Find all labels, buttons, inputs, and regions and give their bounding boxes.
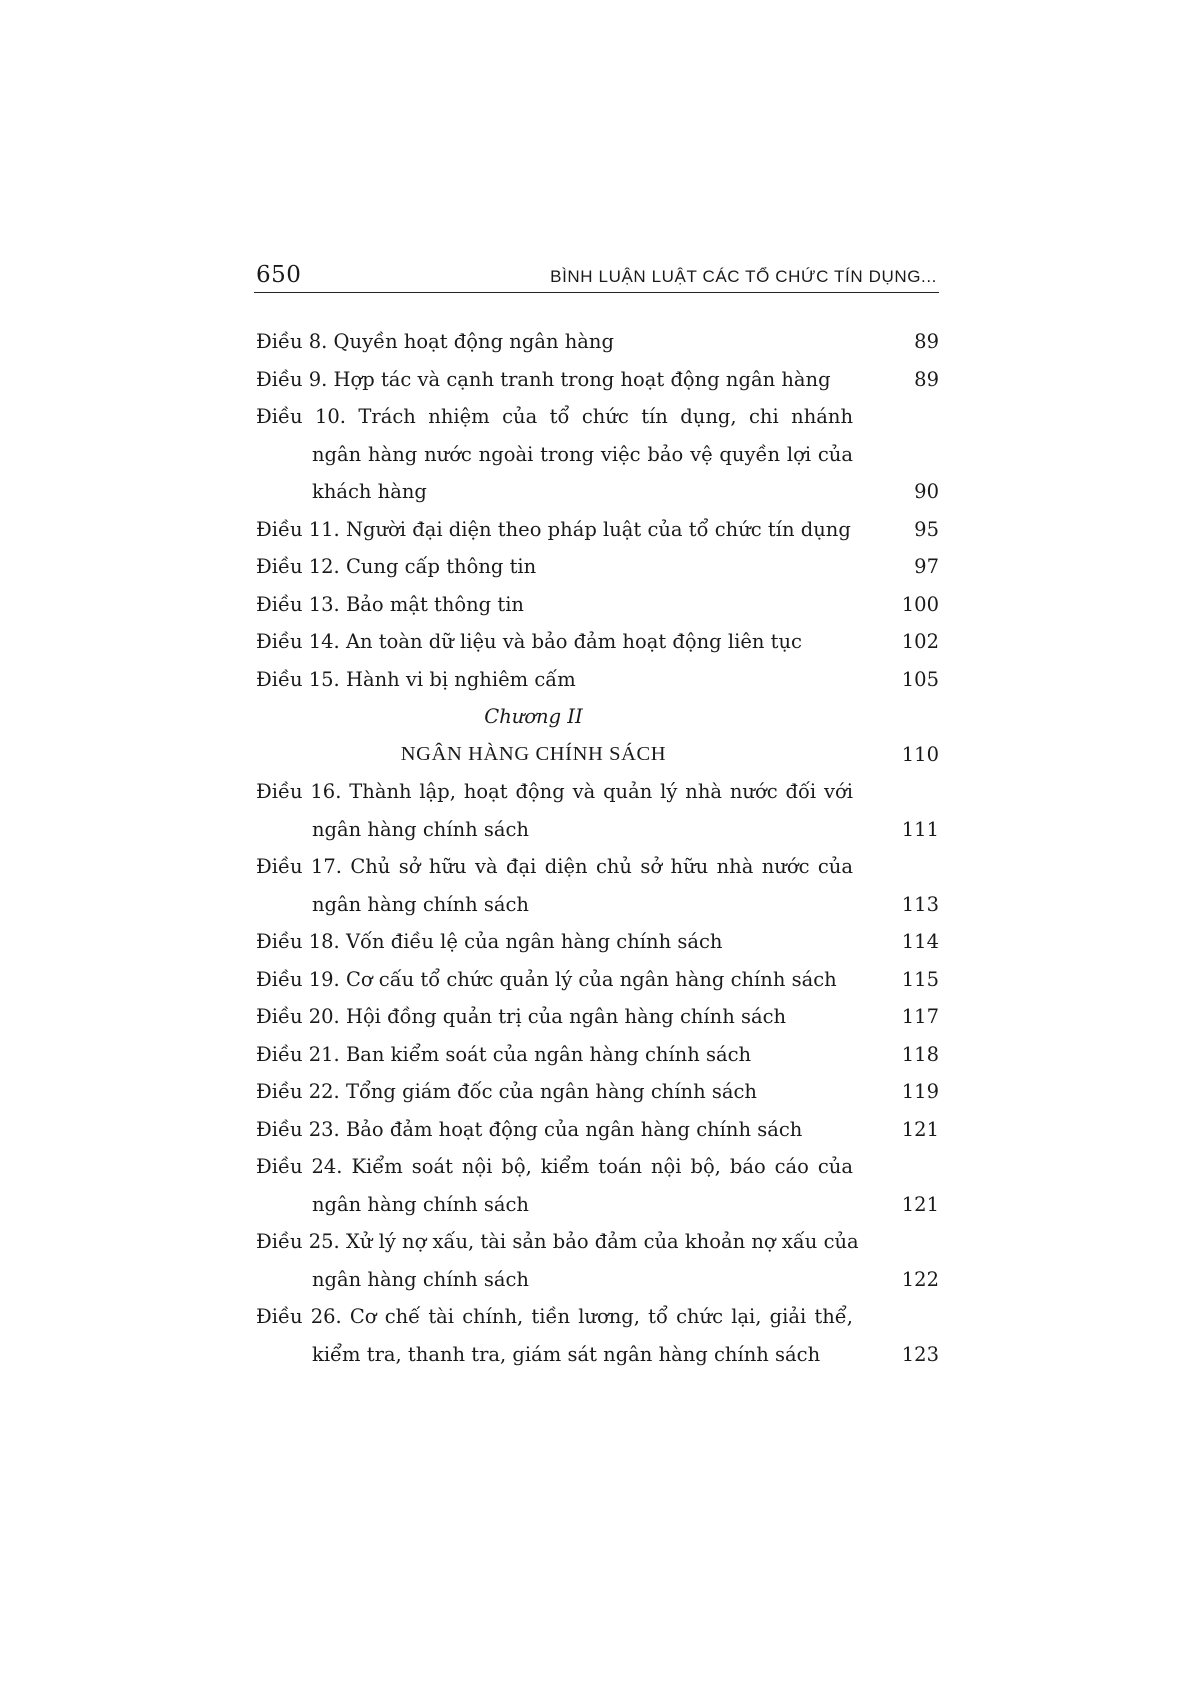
- entry-page: 95: [914, 517, 939, 541]
- toc-entry: [256, 623, 939, 661]
- entry-text: khách hàng: [312, 480, 427, 503]
- toc-entry: [256, 323, 939, 361]
- toc-entry: [256, 961, 939, 999]
- entry-page: 100: [901, 592, 939, 616]
- entry-page: 119: [901, 1080, 939, 1103]
- entry-page: 117: [901, 1005, 939, 1028]
- entry-page: 115: [901, 967, 939, 991]
- toc-entry: [256, 1148, 939, 1186]
- entry-text: Điều 21. Ban kiểm soát của ngân hàng chính sách: [256, 1042, 752, 1066]
- entry-text: Điều 19. Cơ cấu tổ chức quản lý của ngân hàng chính sách: [256, 967, 837, 991]
- toc-entry-continuation: [256, 886, 939, 924]
- entry-text: ngân hàng chính sách: [312, 1267, 529, 1291]
- toc-entry-continuation: [256, 436, 939, 474]
- entry-text: Điều 15. Hành vi bị nghiêm cấm: [256, 667, 576, 691]
- toc-entry: [256, 548, 939, 586]
- entry-text: Điều 26. Cơ chế tài chính, tiền lương, tổ chức lại, giải thể,: [256, 1305, 853, 1328]
- toc-entry: [256, 1073, 939, 1111]
- entry-page: 102: [901, 630, 939, 653]
- entry-text: Điều 25. Xử lý nợ xấu, tài sản bảo đảm của khoản nợ xấu của: [256, 1230, 859, 1253]
- entry-text: Điều 8. Quyền hoạt động ngân hàng: [256, 330, 614, 353]
- entry-page: 105: [901, 667, 939, 691]
- entry-text: Điều 23. Bảo đảm hoạt động của ngân hàng chính sách: [256, 1117, 803, 1141]
- entry-text: kiểm tra, thanh tra, giám sát ngân hàng chính sách: [312, 1342, 821, 1366]
- toc-entry: [256, 773, 939, 811]
- entry-text: ngân hàng chính sách: [312, 817, 529, 841]
- toc-entry: [256, 923, 939, 961]
- entry-page: 121: [901, 1117, 939, 1141]
- page-header: [254, 258, 939, 293]
- toc-entry: [256, 586, 939, 624]
- entry-text: ngân hàng chính sách: [312, 892, 529, 916]
- table-of-contents: [256, 323, 939, 1373]
- entry-text: Điều 24. Kiểm soát nội bộ, kiểm toán nội bộ, báo cáo của: [256, 1155, 853, 1178]
- running-title: BÌNH LUẬN LUẬT CÁC TỔ CHỨC TÍN DỤNG...: [550, 267, 937, 286]
- toc-entry: [256, 1223, 939, 1261]
- toc-entry: [256, 848, 939, 886]
- entry-page: 113: [901, 892, 939, 916]
- entry-page: 111: [901, 817, 939, 841]
- toc-entry: [256, 661, 939, 699]
- toc-entry-continuation: [256, 473, 939, 511]
- toc-entry-continuation: [256, 811, 939, 849]
- toc-entry: [256, 998, 939, 1036]
- entry-text: ngân hàng nước ngoài trong việc bảo vệ quyền lợi của: [312, 442, 853, 466]
- entry-text: Điều 13. Bảo mật thông tin: [256, 592, 524, 616]
- toc-entry: [256, 1036, 939, 1074]
- entry-page: 89: [914, 367, 939, 391]
- entry-text: Điều 9. Hợp tác và cạnh tranh trong hoạt động ngân hàng: [256, 367, 831, 391]
- toc-entry: [256, 398, 939, 436]
- toc-entry-continuation: [256, 1186, 939, 1224]
- entry-text: Điều 12. Cung cấp thông tin: [256, 555, 537, 578]
- entry-page: 110: [901, 742, 939, 766]
- toc-entry-continuation: [256, 1261, 939, 1299]
- entry-page: 118: [901, 1042, 939, 1066]
- toc-entry: [256, 1298, 939, 1336]
- entry-page: 121: [901, 1192, 939, 1216]
- toc-entry: [256, 511, 939, 549]
- entry-text: ngân hàng chính sách: [312, 1192, 529, 1216]
- entry-page: 114: [901, 930, 939, 953]
- entry-text: Điều 16. Thành lập, hoạt động và quản lý nhà nước đối với: [256, 780, 853, 803]
- toc-entry-continuation: [256, 1336, 939, 1374]
- entry-text: Điều 20. Hội đồng quản trị của ngân hàng chính sách: [256, 1005, 787, 1028]
- entry-text: Điều 14. An toàn dữ liệu và bảo đảm hoạt động liên tục: [256, 630, 802, 653]
- entry-text: Điều 11. Người đại diện theo pháp luật của tổ chức tín dụng: [256, 517, 851, 541]
- chapter-label-text: Chương II: [484, 705, 583, 728]
- chapter-title: [256, 736, 939, 774]
- entry-text: Điều 17. Chủ sở hữu và đại diện chủ sở hữu nhà nước của: [256, 855, 853, 878]
- page-number: 650: [256, 262, 302, 288]
- entry-page: 89: [914, 330, 939, 353]
- entry-text: Điều 18. Vốn điều lệ của ngân hàng chính sách: [256, 930, 723, 953]
- toc-entry: [256, 1111, 939, 1149]
- chapter-title-text: NGÂN HÀNG CHÍNH SÁCH: [400, 742, 667, 765]
- entry-page: 122: [901, 1267, 939, 1291]
- entry-text: Điều 22. Tổng giám đốc của ngân hàng chính sách: [256, 1080, 757, 1103]
- entry-page: 123: [901, 1342, 939, 1366]
- chapter-label: [256, 698, 939, 736]
- entry-text: Điều 10. Trách nhiệm của tổ chức tín dụng, chi nhánh: [256, 405, 853, 428]
- toc-entry: [256, 361, 939, 399]
- entry-page: 97: [914, 555, 939, 578]
- entry-page: 90: [914, 480, 939, 503]
